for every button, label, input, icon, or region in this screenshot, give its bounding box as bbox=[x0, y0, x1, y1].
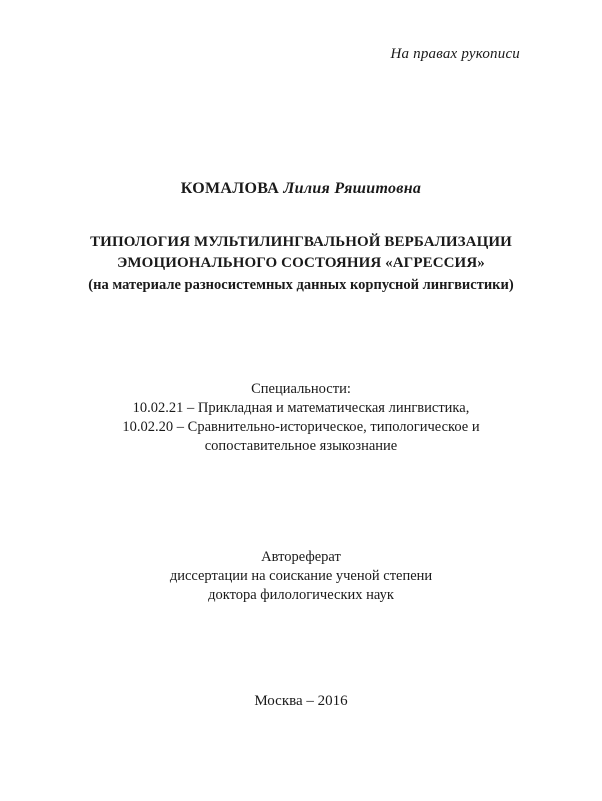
specialty-line-1: 10.02.21 – Прикладная и математическая лингвистика, bbox=[132, 400, 470, 416]
abstract-block bbox=[0, 548, 602, 605]
specialties-heading: Специальности: bbox=[251, 381, 351, 397]
author-surname: КОМАЛОВА bbox=[180, 180, 280, 197]
abstract-line-1: Автореферат bbox=[261, 549, 341, 565]
title-subtitle: (на материале разносистемных данных корпусной лингвистики) bbox=[88, 277, 514, 293]
author-name bbox=[0, 180, 602, 198]
title-line-2: ЭМОЦИОНАЛЬНОГО СОСТОЯНИЯ «АГРЕССИЯ» bbox=[117, 255, 485, 271]
specialty-line-3: сопоставительное языкознание bbox=[204, 438, 398, 454]
dissertation-title bbox=[0, 232, 602, 296]
author-given-names: Лилия Ряшитовна bbox=[283, 180, 422, 197]
abstract-line-3: доктора филологических наук bbox=[208, 587, 394, 603]
city-year: Москва – 2016 bbox=[254, 693, 348, 709]
specialties-block bbox=[0, 380, 602, 456]
title-line-1: ТИПОЛОГИЯ МУЛЬТИЛИНГВАЛЬНОЙ ВЕРБАЛИЗАЦИИ bbox=[90, 234, 512, 250]
rights-notice: На правах рукописи bbox=[390, 46, 520, 62]
abstract-line-2: диссертации на соискание ученой степени bbox=[169, 568, 433, 584]
specialty-line-2: 10.02.20 – Сравнительно-историческое, типологическое и bbox=[122, 419, 480, 435]
